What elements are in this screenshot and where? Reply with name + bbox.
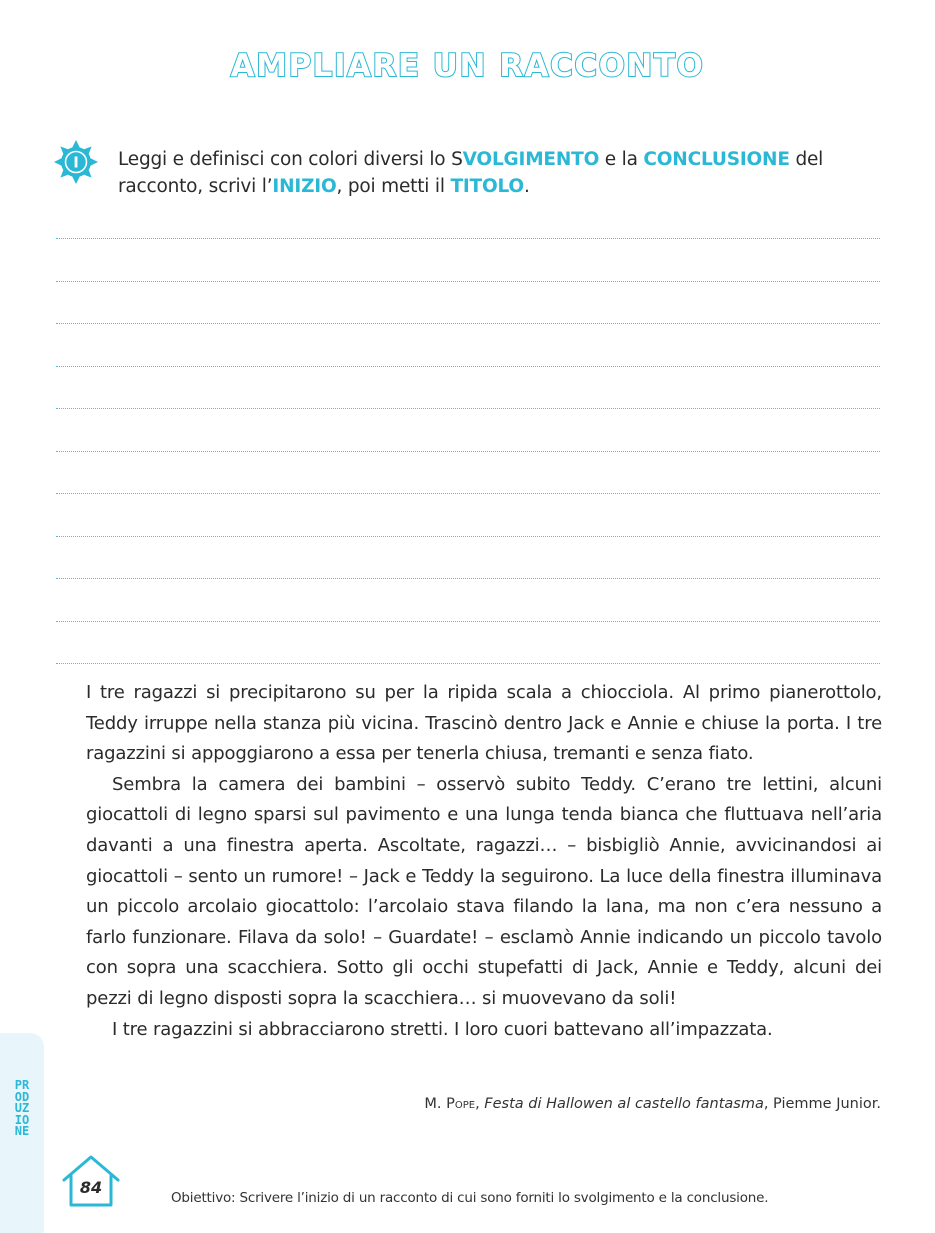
instr-keyword-svolgimento: VOLGIMENTO	[462, 149, 600, 170]
writing-line[interactable]	[56, 578, 880, 579]
credit-book: Festa di Hallowen al castello fantasma	[484, 1096, 764, 1112]
instr-part: , poi metti il	[336, 176, 451, 197]
story-paragraph: Sembra la camera dei bambini – osservò subito Teddy. C’erano tre lettini, alcuni giocattoli di legno sparsi sul pavimento e una lunga tenda bianca che fluttuava nell’aria davanti a una finestra aperta. Ascoltate, ragazzi… – bisbigliò Annie, avvicinandosi ai giocattoli – sento un rumore! – Jack e Teddy la seguirono. La luce della finestra illuminava un piccolo arcolaio giocattolo: l’arcolaio stava filando la lana, ma non c’era nessuno a farlo funzionare. Filava da solo! – Guardate! – esclamò Annie indicando un piccolo tavolo con sopra una scacchiera. Sotto gli occhi stupefatti di Jack, Annie e Teddy, alcuni dei pezzi di legno disposti sopra la scacchiera… si muovevano da soli!	[86, 773, 882, 1009]
instruction-sun-icon	[53, 139, 99, 185]
story-paragraph: I tre ragazzi si precipitarono su per la ripida scala a chiocciola. Al primo pianerottolo, Teddy irruppe nella stanza più vicina. Trascinò dentro Jack e Annie e chiuse la porta. I tre ragazzini si appoggiarono a essa per tenerla chiusa, tremanti e senza fiato.	[86, 682, 882, 765]
credit-author: M. Pope	[424, 1096, 476, 1112]
instr-keyword-conclusione: CONCLUSIONE	[643, 149, 790, 170]
writing-line[interactable]	[56, 366, 880, 367]
writing-line[interactable]	[56, 281, 880, 282]
writing-line[interactable]	[56, 238, 880, 239]
story-text	[86, 678, 882, 1045]
writing-line[interactable]	[56, 663, 880, 664]
page-title: AMPLIARE UN RACCONTO	[230, 48, 705, 84]
instr-keyword-titolo: TITOLO	[450, 176, 524, 197]
section-label: PRODUZIONE	[14, 1078, 30, 1139]
instr-part: .	[523, 176, 530, 197]
source-credit: M. Pope, Festa di Hallowen al castello fantasma, Piemme Junior.	[424, 1096, 881, 1112]
instr-part: e la	[599, 149, 644, 170]
instr-part: Leggi e definisci con colori diversi lo S	[118, 149, 463, 170]
story-paragraph: I tre ragazzini si abbracciarono stretti. I loro cuori battevano all’impazzata.	[112, 1018, 773, 1040]
writing-line[interactable]	[56, 451, 880, 452]
page-number: 84	[79, 1178, 103, 1197]
writing-line[interactable]	[56, 493, 880, 494]
writing-line[interactable]	[56, 621, 880, 622]
objective-text: Obiettivo: Scrivere l’inizio di un racconto di cui sono forniti lo svolgimento e la conclusione.	[171, 1190, 769, 1206]
instruction-icon-letter: I	[73, 153, 79, 172]
credit-publisher: , Piemme Junior.	[763, 1096, 881, 1112]
writing-line[interactable]	[56, 536, 880, 537]
instruction-text	[118, 146, 880, 200]
instr-keyword-inizio: INIZIO	[272, 176, 337, 197]
writing-line[interactable]	[56, 408, 880, 409]
instr-part: del racconto, scrivi l’	[118, 149, 824, 197]
writing-line[interactable]	[56, 323, 880, 324]
